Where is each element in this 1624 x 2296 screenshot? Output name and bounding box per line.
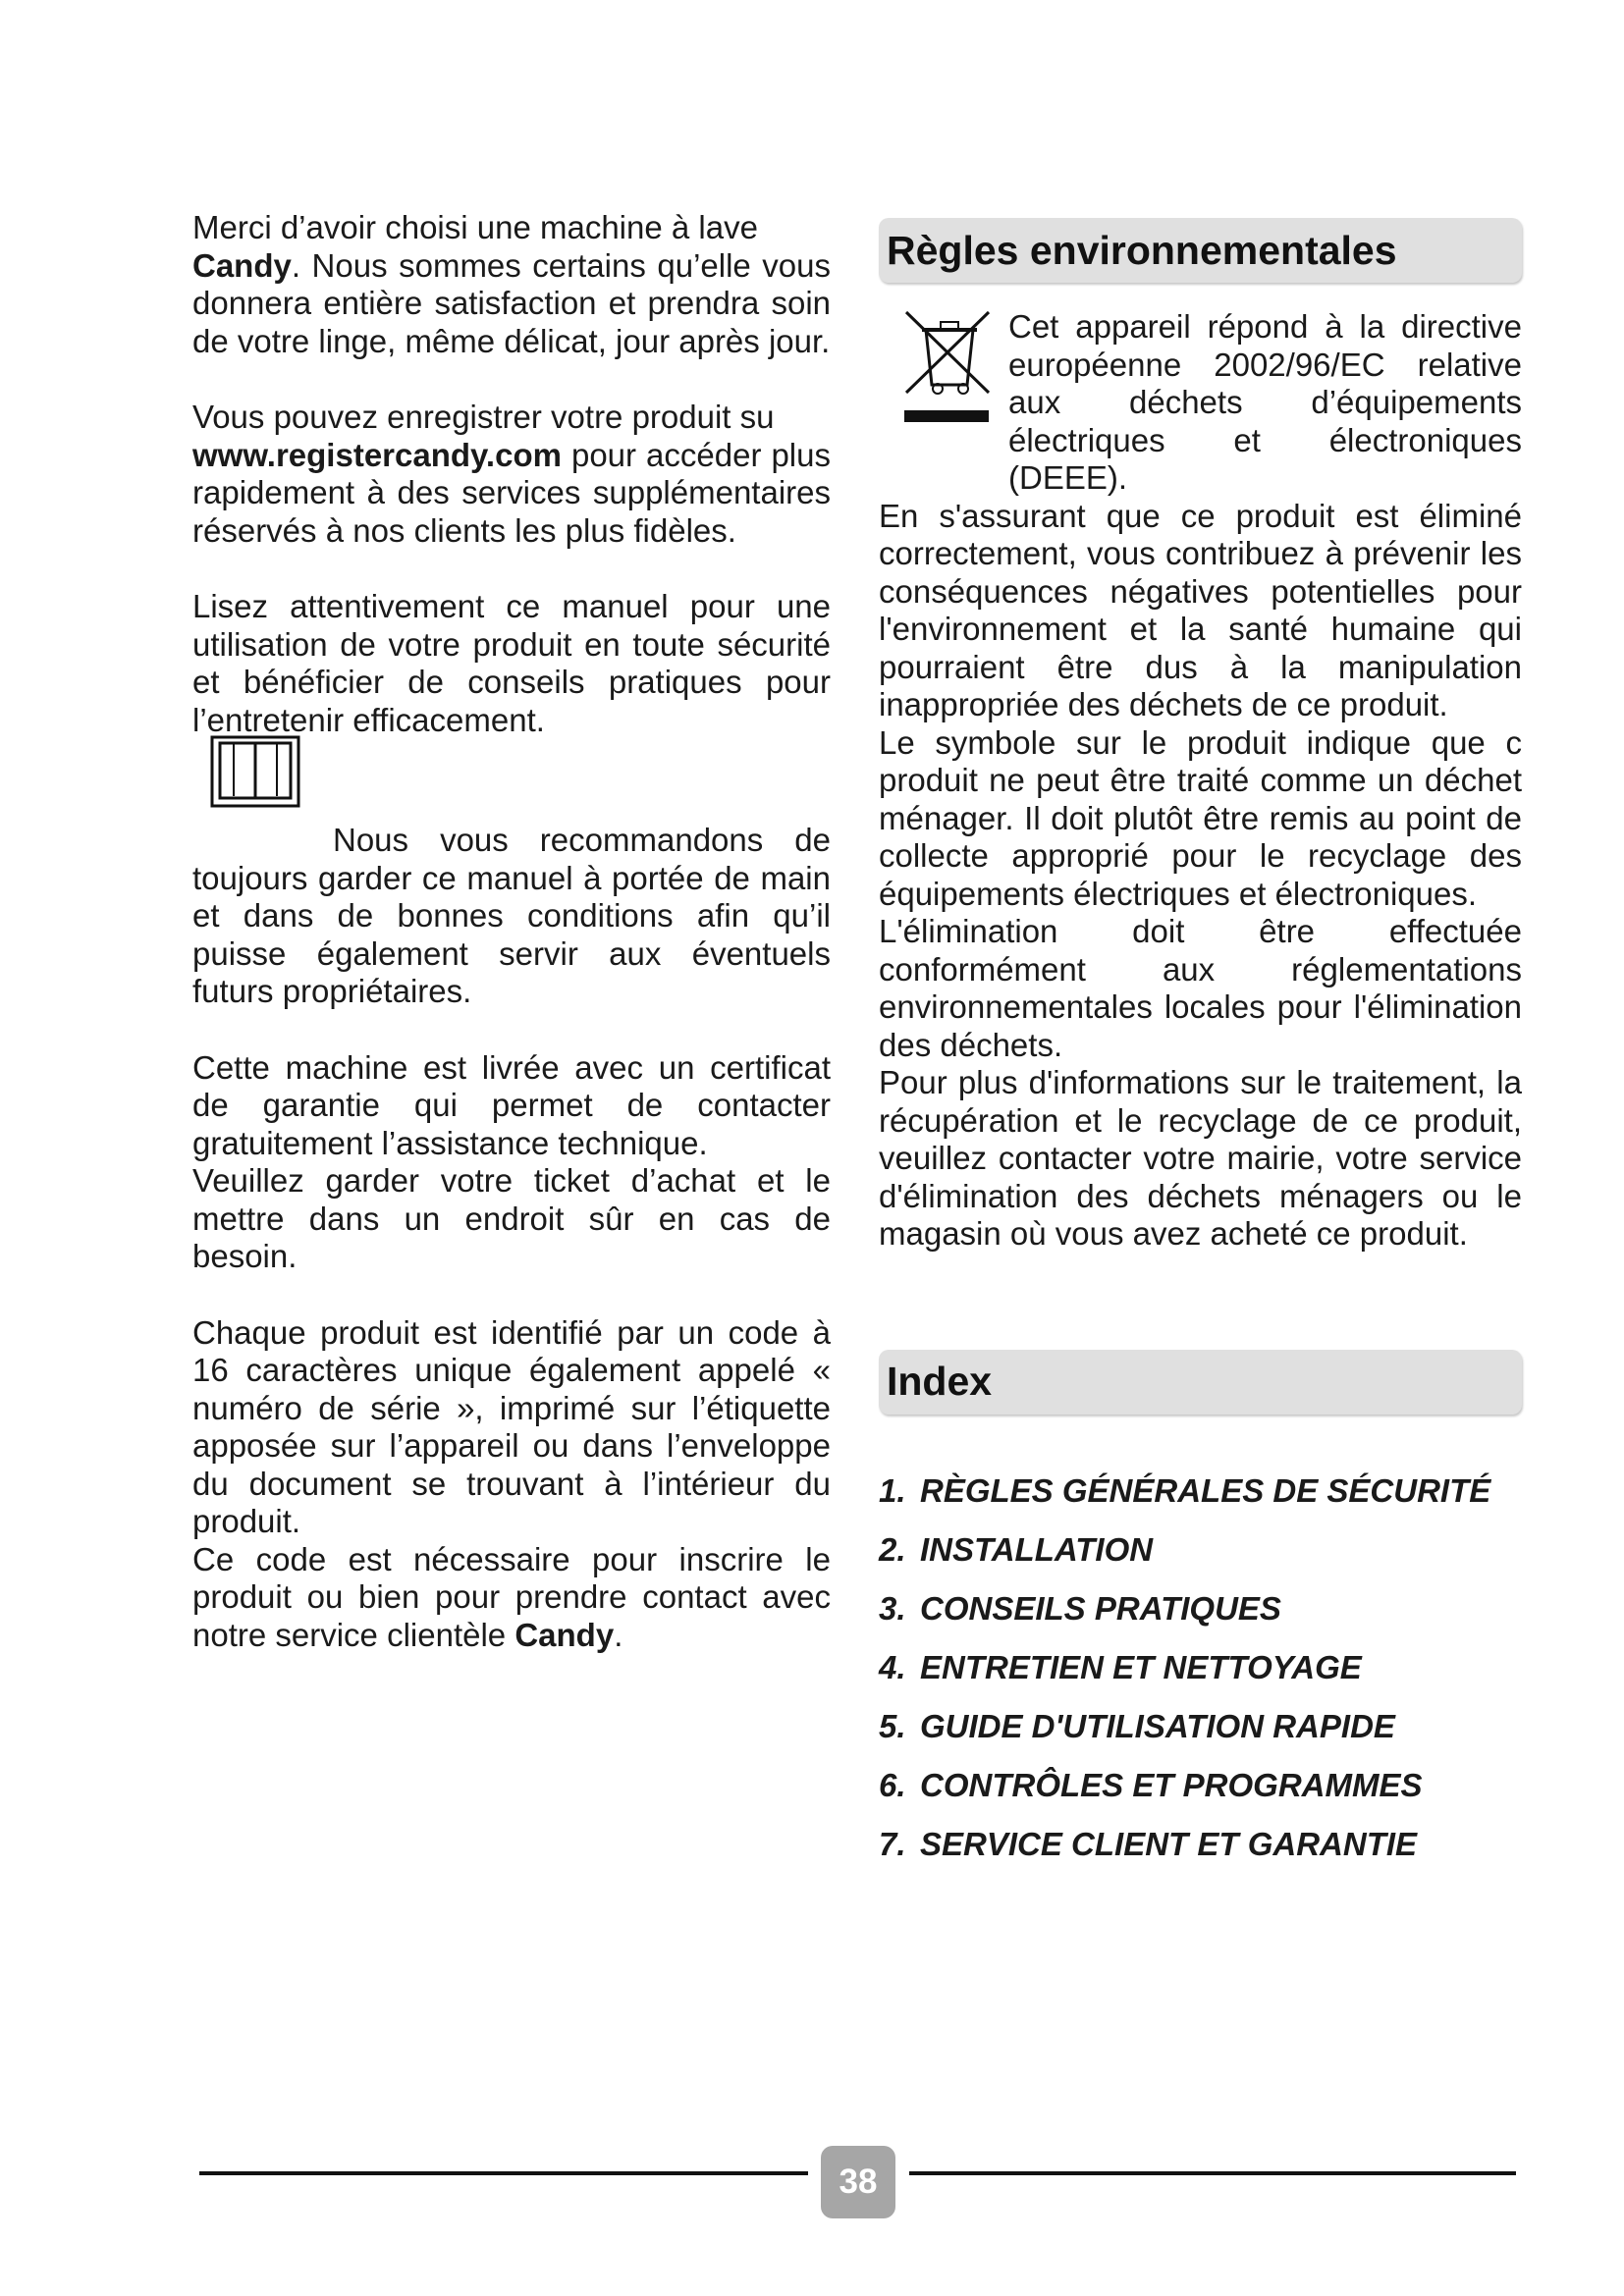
environment-paragraph-3: Le symbole sur le produit indique que c produit ne peut être traité comme un déchet ménager. Il doit plutôt être remis au point de collecte approprié pour le recyclage des équipements électriques et électroniques. <box>879 723 1522 912</box>
intro-paragraph-2 <box>192 399 831 550</box>
footer-rule-right <box>909 2171 1516 2175</box>
index-item-label: CONTRÔLES ET PROGRAMMES <box>920 1766 1423 1803</box>
register-link[interactable]: www.registercandy.com <box>192 436 562 473</box>
index-item-number: 4. <box>879 1648 906 1685</box>
index-item[interactable] <box>879 1707 1522 1746</box>
index-item-number: 6. <box>879 1766 906 1803</box>
crossed-bin-icon <box>898 308 1001 424</box>
section-title-index: Index <box>879 1350 1522 1415</box>
environment-paragraph-4: L'élimination doit être effectuée conformément aux réglementations environnementales locales pour l'élimination des déchets. <box>879 913 1522 1063</box>
index-item-label: GUIDE D'UTILISATION RAPIDE <box>920 1707 1395 1744</box>
index-item-number: 2. <box>879 1530 906 1568</box>
section-title-environment: Règles environnementales <box>879 218 1522 283</box>
intro-text: Vous pouvez enregistrer votre produit su <box>192 399 775 435</box>
index-item-number: 5. <box>879 1707 906 1744</box>
index-list <box>879 1471 1522 1864</box>
index-item-label: CONSEILS PRATIQUES <box>920 1589 1281 1627</box>
intro-paragraph-6: Veuillez garder votre ticket d’achat et le mettre dans un endroit sûr en cas de besoin. <box>192 1162 831 1274</box>
manual-recommendation <box>192 822 831 1011</box>
intro-text: . <box>614 1616 623 1653</box>
index-item[interactable] <box>879 1825 1522 1864</box>
brand-name: Candy <box>514 1616 615 1653</box>
intro-paragraph-8 <box>192 1541 831 1655</box>
index-item[interactable] <box>879 1589 1522 1629</box>
environment-paragraph-5: Pour plus d'informations sur le traitement, la récupération et le recyclage de ce produit, veuillez contacter votre mairie, votre service d'élimination des déchets ménagers ou le magasin où vous avez acheté ce produit. <box>879 1064 1522 1252</box>
index-item[interactable] <box>879 1766 1522 1805</box>
page-number: 38 <box>821 2146 895 2218</box>
index-item-label: RÈGLES GÉNÉRALES DE SÉCURITÉ <box>920 1471 1491 1509</box>
index-item-label: ENTRETIEN ET NETTOYAGE <box>920 1648 1362 1685</box>
intro-paragraph-1 <box>192 209 831 360</box>
weee-symbol <box>879 308 1008 498</box>
footer-rule-left <box>199 2171 808 2175</box>
intro-column <box>192 209 831 1654</box>
intro-text: . Nous sommes certains qu’elle vous donnera entière satisfaction et prendra soin de votre linge, même délicat, jour après jour. <box>192 246 831 359</box>
index-item-number: 3. <box>879 1589 906 1627</box>
index-item[interactable] <box>879 1530 1522 1570</box>
index-item[interactable] <box>879 1648 1522 1687</box>
environment-paragraph-2: En s'assurant que ce produit est éliminé correctement, vous contribuez à prévenir les conséquences négatives potentielles pour l'environnement et la santé humaine qui pourraient être dus à la manipulation inappropriée des déchets de ce produit. <box>879 497 1522 722</box>
intro-text: Ce code est nécessaire pour inscrire le produit ou bien pour prendre contact avec notre service clientèle <box>192 1540 831 1653</box>
intro-text: Merci d’avoir choisi une machine à lave <box>192 209 758 245</box>
index-item[interactable] <box>879 1471 1522 1511</box>
intro-paragraph-4: Nous vous recommandons de toujours garder ce manuel à portée de main et dans de bonnes conditions afin qu’il puisse également servir aux éventuels futurs propriétaires. <box>192 822 831 1009</box>
environment-column <box>879 218 1522 1884</box>
intro-text: pour accéder plus rapidement à des services supplémentaires réservés à nos clients les plus fidèles. <box>192 436 831 549</box>
index-item-number: 1. <box>879 1471 906 1509</box>
intro-paragraph-3: Lisez attentivement ce manuel pour une utilisation de votre produit en toute sécurité et bénéficier de conseils pratiques pour l’entretenir efficacement. <box>192 588 831 738</box>
environment-paragraph-1: Cet appareil répond à la directive européenne 2002/96/EC relative aux déchets d’équipements électriques et électroniques (DEEE). <box>1008 308 1522 496</box>
intro-paragraph-5: Cette machine est livrée avec un certificat de garantie qui permet de contacter gratuitement l’assistance technique. <box>192 1048 831 1161</box>
book-icon <box>210 735 300 808</box>
intro-paragraph-7: Chaque produit est identifié par un code à 16 caractères unique également appelé « numéro de série », imprimé sur l’étiquette apposée sur l’appareil ou dans l’enveloppe du document se trouvant à l’intérieur du produit. <box>192 1313 831 1539</box>
index-item-label: INSTALLATION <box>920 1530 1154 1568</box>
index-item-number: 7. <box>879 1825 906 1862</box>
index-item-label: SERVICE CLIENT ET GARANTIE <box>920 1825 1418 1862</box>
brand-name: Candy <box>192 246 292 284</box>
